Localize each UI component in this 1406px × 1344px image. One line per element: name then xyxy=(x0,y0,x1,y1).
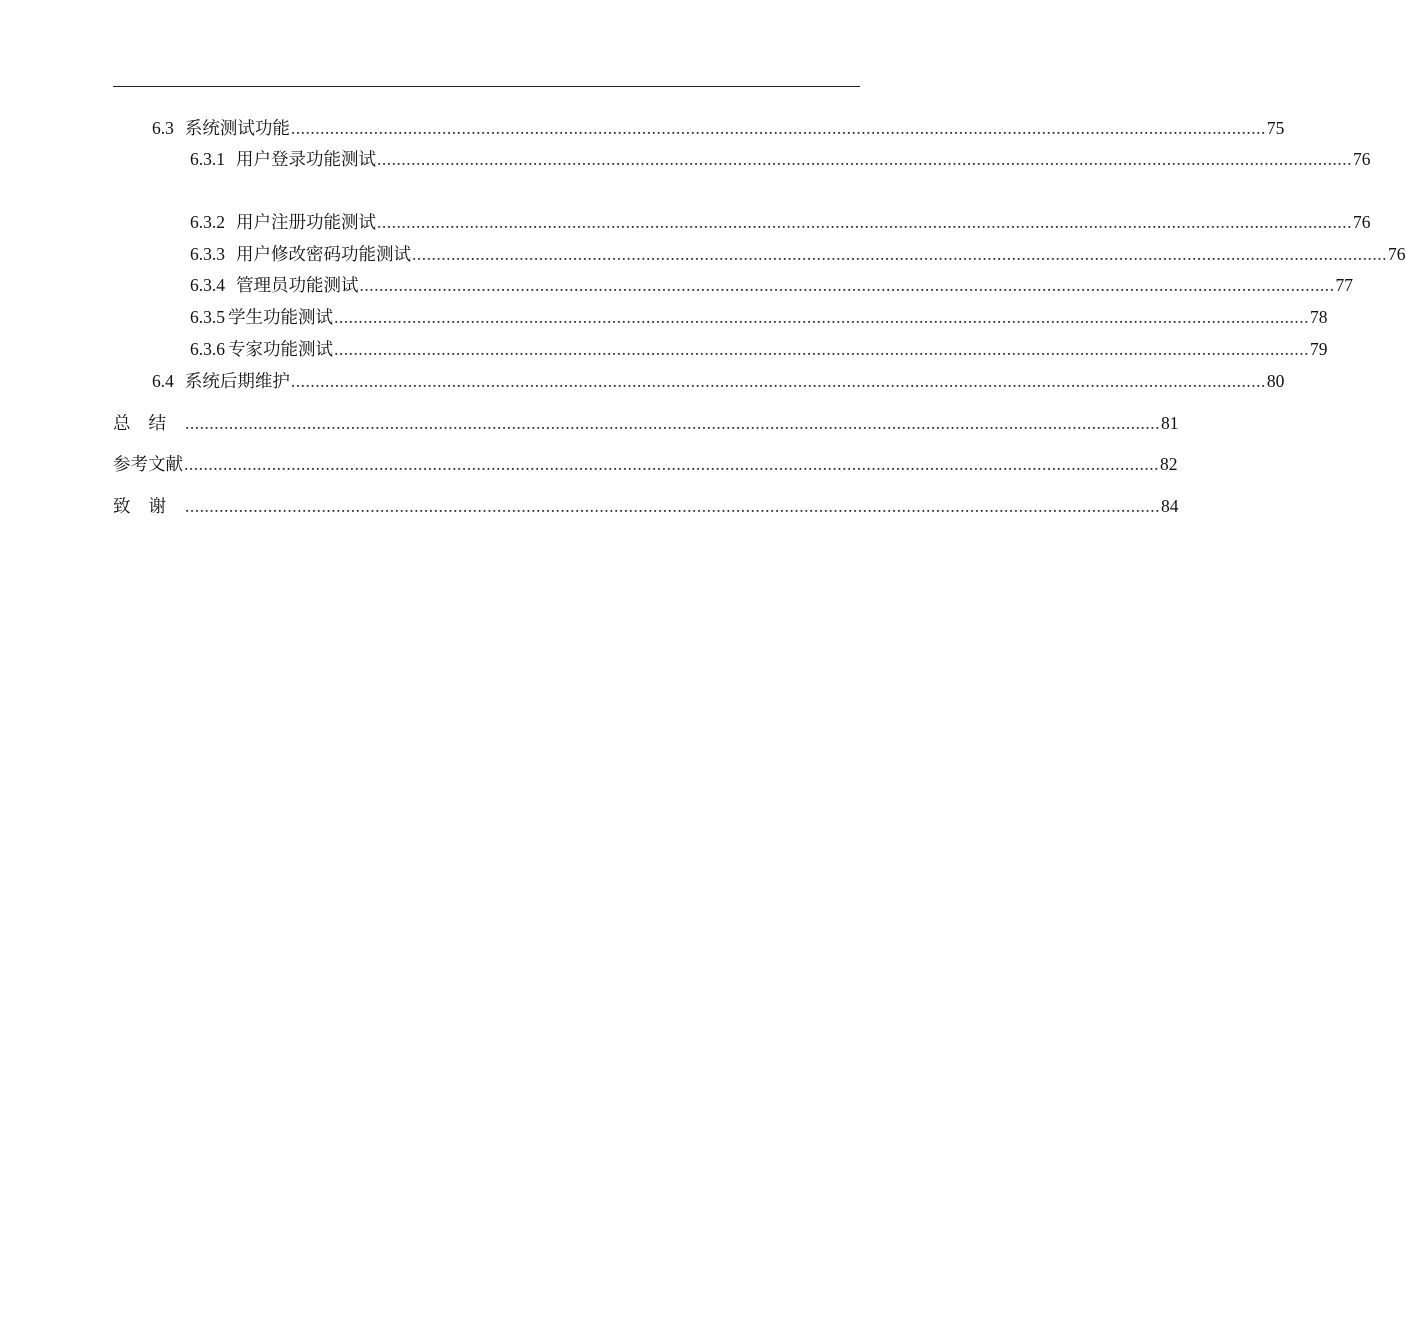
toc-title: 系统后期维护 xyxy=(184,371,290,391)
toc-page-number: 76 xyxy=(1353,149,1371,169)
toc-number: 6.3.5 xyxy=(190,307,225,327)
toc-title: 系统测试功能 xyxy=(184,118,290,138)
dot-leader: ........................................................................................................................................................................................................ xyxy=(377,212,1352,232)
dot-leader: ........................................................................................................................................................................................................ xyxy=(377,149,1352,169)
toc-title: 用户注册功能测试 xyxy=(236,212,376,232)
toc-title: 用户修改密码功能测试 xyxy=(236,244,411,264)
toc-page-number: 78 xyxy=(1310,307,1328,327)
toc-number: 6.4 xyxy=(152,371,174,391)
toc-entry-6-3-6[interactable] xyxy=(113,337,1328,361)
dot-leader: ........................................................................................................................................................................................................ xyxy=(184,454,1159,474)
toc-page-number: 82 xyxy=(1160,454,1178,474)
toc-page-number: 84 xyxy=(1161,496,1179,516)
toc-page-number: 81 xyxy=(1161,413,1179,433)
toc-page-number: 79 xyxy=(1310,339,1328,359)
toc-page-number: 76 xyxy=(1388,244,1406,264)
toc-number: 6.3.2 xyxy=(190,212,225,232)
toc-page-number: 75 xyxy=(1266,118,1285,138)
dot-leader: ........................................................................................................................................................................................................ xyxy=(334,307,1309,327)
dot-leader: ........................................................................................................................................................................................................ xyxy=(185,413,1160,433)
toc-title: 用户登录功能测试 xyxy=(236,149,376,169)
toc-entry-6-3[interactable] xyxy=(113,116,1285,140)
toc-entry-6-3-1[interactable] xyxy=(113,147,1371,171)
toc-page-number: 80 xyxy=(1266,371,1285,391)
dot-leader: ........................................................................................................................................................................................................ xyxy=(290,371,1266,391)
toc-title: 致谢 xyxy=(113,496,184,516)
toc-title: 专家功能测试 xyxy=(228,339,333,359)
toc-number: 6.3.1 xyxy=(190,149,225,169)
dot-leader: ........................................................................................................................................................................................................ xyxy=(334,339,1309,359)
toc-entry-acknowledgements[interactable] xyxy=(113,494,1179,518)
toc-title: 管理员功能测试 xyxy=(236,275,359,295)
dot-leader: ........................................................................................................................................................................................................ xyxy=(185,496,1160,516)
dot-leader: ........................................................................................................................................................................................................ xyxy=(359,275,1335,295)
toc-number: 6.3 xyxy=(152,118,174,138)
toc-number: 6.3.4 xyxy=(190,275,225,295)
toc-page-number: 76 xyxy=(1353,212,1371,232)
toc-page-number: 77 xyxy=(1335,275,1353,295)
dot-leader: ........................................................................................................................................................................................................ xyxy=(412,244,1387,264)
toc-number: 6.3.3 xyxy=(190,244,225,264)
toc-title: 学生功能测试 xyxy=(228,307,333,327)
toc-entry-conclusion[interactable] xyxy=(113,411,1179,435)
toc-title: 总结 xyxy=(113,413,184,433)
toc-entry-references[interactable] xyxy=(113,452,1178,476)
toc-entry-6-3-3[interactable] xyxy=(113,242,1406,266)
toc-number: 6.3.6 xyxy=(190,339,225,359)
toc-entry-6-3-5[interactable] xyxy=(113,305,1328,329)
header-rule xyxy=(113,86,860,87)
toc-entry-6-4[interactable] xyxy=(113,369,1285,393)
toc-entry-6-3-4[interactable] xyxy=(113,273,1353,297)
dot-leader: ........................................................................................................................................................................................................ xyxy=(290,118,1266,138)
toc-title: 参考文献 xyxy=(113,454,183,474)
toc-entry-6-3-2[interactable] xyxy=(113,210,1371,234)
